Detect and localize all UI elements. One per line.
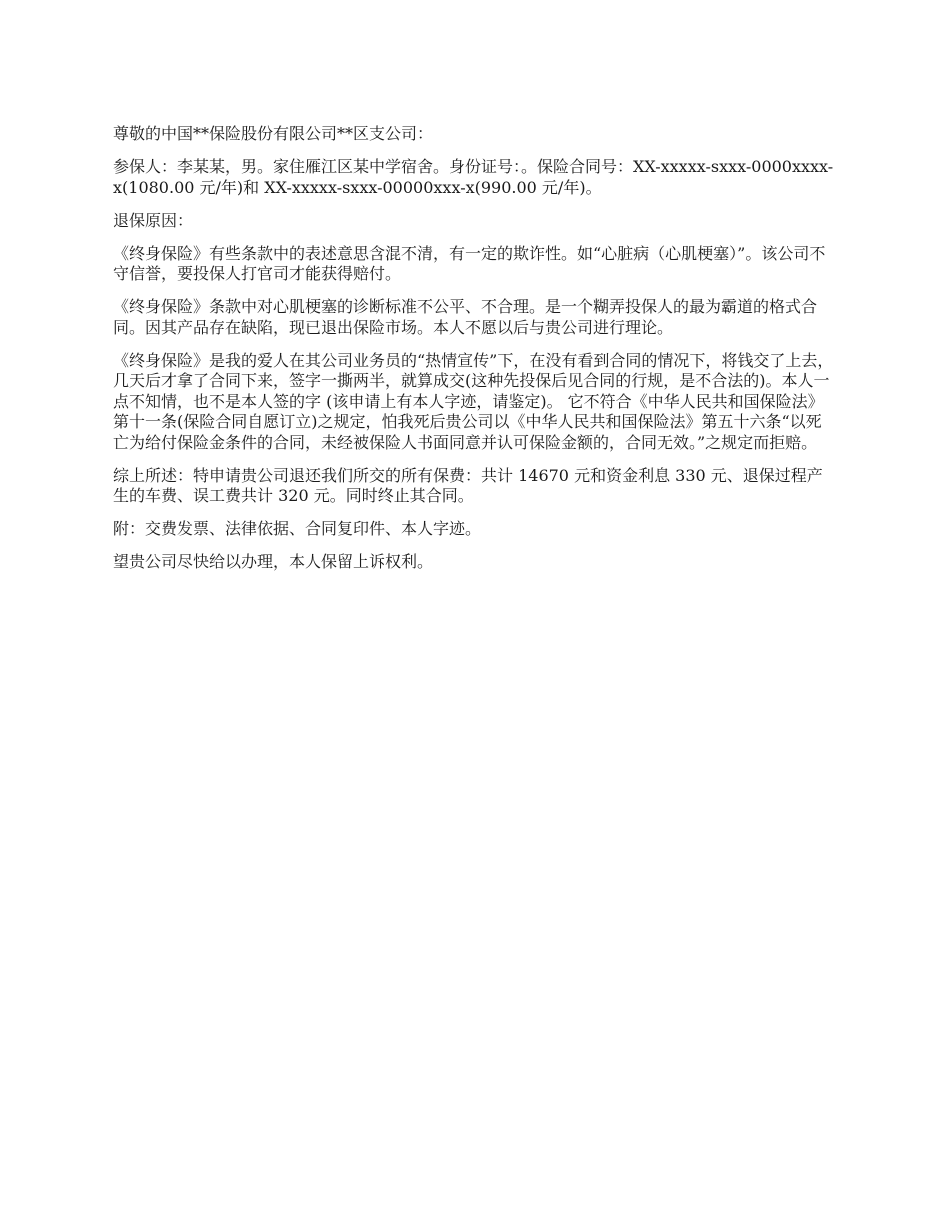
letter-body [113, 124, 837, 585]
attachments-paragraph: 附：交费发票、法律依据、合同复印件、本人字迹。 [113, 519, 482, 538]
summary-paragraph: 综上所述：特申请贵公司退还我们所交的所有保费：共计 14670 元和资金利息 330 元、退保过程产生的车费、误工费共计 320 元。同时终止其合同。 [113, 465, 823, 505]
salutation: 尊敬的中国**保险股份有限公司**区支公司： [113, 124, 434, 143]
reason-paragraph-2: 《终身保险》条款中对心肌梗塞的诊断标准不公平、不合理。是一个糊弄投保人的最为霸道的格式合同。因其产品存在缺陷，现已退出保险市场。本人不愿以后与贵公司进行理论。 [113, 297, 818, 337]
reason-heading: 退保原因： [113, 210, 194, 230]
insured-info-paragraph: 参保人：李某某，男。家住雁江区某中学宿舍。身份证号：。保险合同号：XX-xxxxx-sxxx-0000xxxx-x(1080.00 元/年)和 XX-xxxxx-sxxx-00000xxx-x(990.00 元/年)。 [113, 157, 834, 197]
closing-paragraph: 望贵公司尽快给以办理，本人保留上诉权利。 [113, 552, 434, 571]
reason-paragraph-3: 《终身保险》是我的爱人在其公司业务员的“热情宣传”下，在没有看到合同的情况下，将钱交了上去，几天后才拿了合同下来，签字一撕两半，就算成交(这种先投保后见合同的行规，是不合法的)。本人一点不知情，也不是本人签的字 (该申请上有本人字迹，请鉴定)。 它不符合《中华人民共和国保险法》第十一条(保险合同自愿订立)之规定，怕我死后贵公司以《中华人民共和国保险法》第五十六条“以死亡为给付保险金条件的合同，未经被保险人书面同意并认可保险金额的，合同无效。”之规定而拒赔。 [113, 350, 834, 452]
reason-paragraph-1: 《终身保险》有些条款中的表述意思含混不清，有一定的欺诈性。如“心脏病（心肌梗塞）”。该公司不守信誉，要投保人打官司才能获得赔付。 [113, 243, 826, 283]
